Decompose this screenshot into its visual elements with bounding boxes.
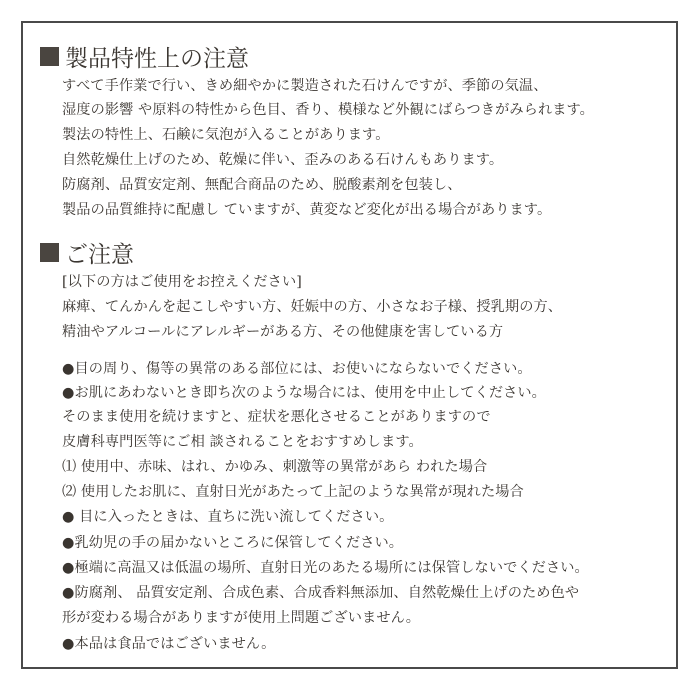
section-heading-cautions bbox=[40, 236, 134, 269]
text-line: 精油やアルコールにアレルギーがある方、その他健康を害している方 bbox=[62, 324, 504, 340]
section-title: ご注意 bbox=[65, 242, 134, 268]
section-title: 製品特性上の注意 bbox=[65, 46, 249, 72]
square-bullet-icon bbox=[40, 47, 59, 66]
note-line: そのまま使用を続けますと、症状を悪化させることがありますので bbox=[62, 409, 491, 425]
note-line: ⑵ 使用したお肌に、直射日光があたって上記のような異常が現れた場合 bbox=[62, 484, 524, 500]
note-line: ●防腐剤、 品質安定剤、合成色素、合成香料無添加、自然乾燥仕上げのため色や bbox=[62, 585, 580, 601]
note-line: ●乳幼児の手の届かないところに保管してください。 bbox=[62, 535, 404, 551]
note-line: ●本品は食品ではございません。 bbox=[62, 636, 276, 652]
text-line: 防腐剤、品質安定剤、無配合商品のため、脱酸素剤を包装し、 bbox=[62, 177, 462, 193]
note-line: ●お肌にあわないとき即ち次のような場合には、使用を中止してください。 bbox=[62, 385, 546, 401]
note-line: ⑴ 使用中、赤味、はれ、かゆみ、刺激等の異常があら われた場合 bbox=[62, 459, 488, 475]
square-bullet-icon bbox=[40, 243, 59, 262]
text-line: 製品の品質維持に配慮し ていますが、黄変など変化が出る場合があります。 bbox=[62, 202, 552, 218]
text-line: [以下の方はご使用をお控えください] bbox=[62, 274, 302, 290]
text-line: 製法の特性上、石鹸に気泡が入ることがあります。 bbox=[62, 127, 390, 143]
note-line: 皮膚科専門医等にご相 談されることをおすすめします。 bbox=[62, 434, 423, 450]
note-line: ● 目に入ったときは、直ちに洗い流してください。 bbox=[62, 509, 394, 525]
text-line: 湿度の影響 や原料の特性から色目、香り、模様など外観にばらつきがみられます。 bbox=[62, 102, 594, 118]
text-line: 自然乾燥仕上げのため、乾燥に伴い、歪みのある石けんもあります。 bbox=[62, 152, 504, 168]
note-line: ●極端に高温又は低温の場所、直射日光のあたる場所には保管しないでください。 bbox=[62, 560, 589, 576]
section-heading-product-characteristics bbox=[40, 40, 249, 73]
note-line: 形が変わる場合がありますが使用上問題ございません。 bbox=[62, 610, 421, 626]
note-line: ●目の周り、傷等の異常のある部位には、お使いにならないでください。 bbox=[62, 361, 532, 377]
text-line: 麻痺、てんかんを起こしやすい方、妊娠中の方、小さなお子様、授乳期の方、 bbox=[62, 299, 563, 315]
text-line: すべて手作業で行い、きめ細やかに製造された石けんですが、季節の気温、 bbox=[62, 78, 548, 94]
